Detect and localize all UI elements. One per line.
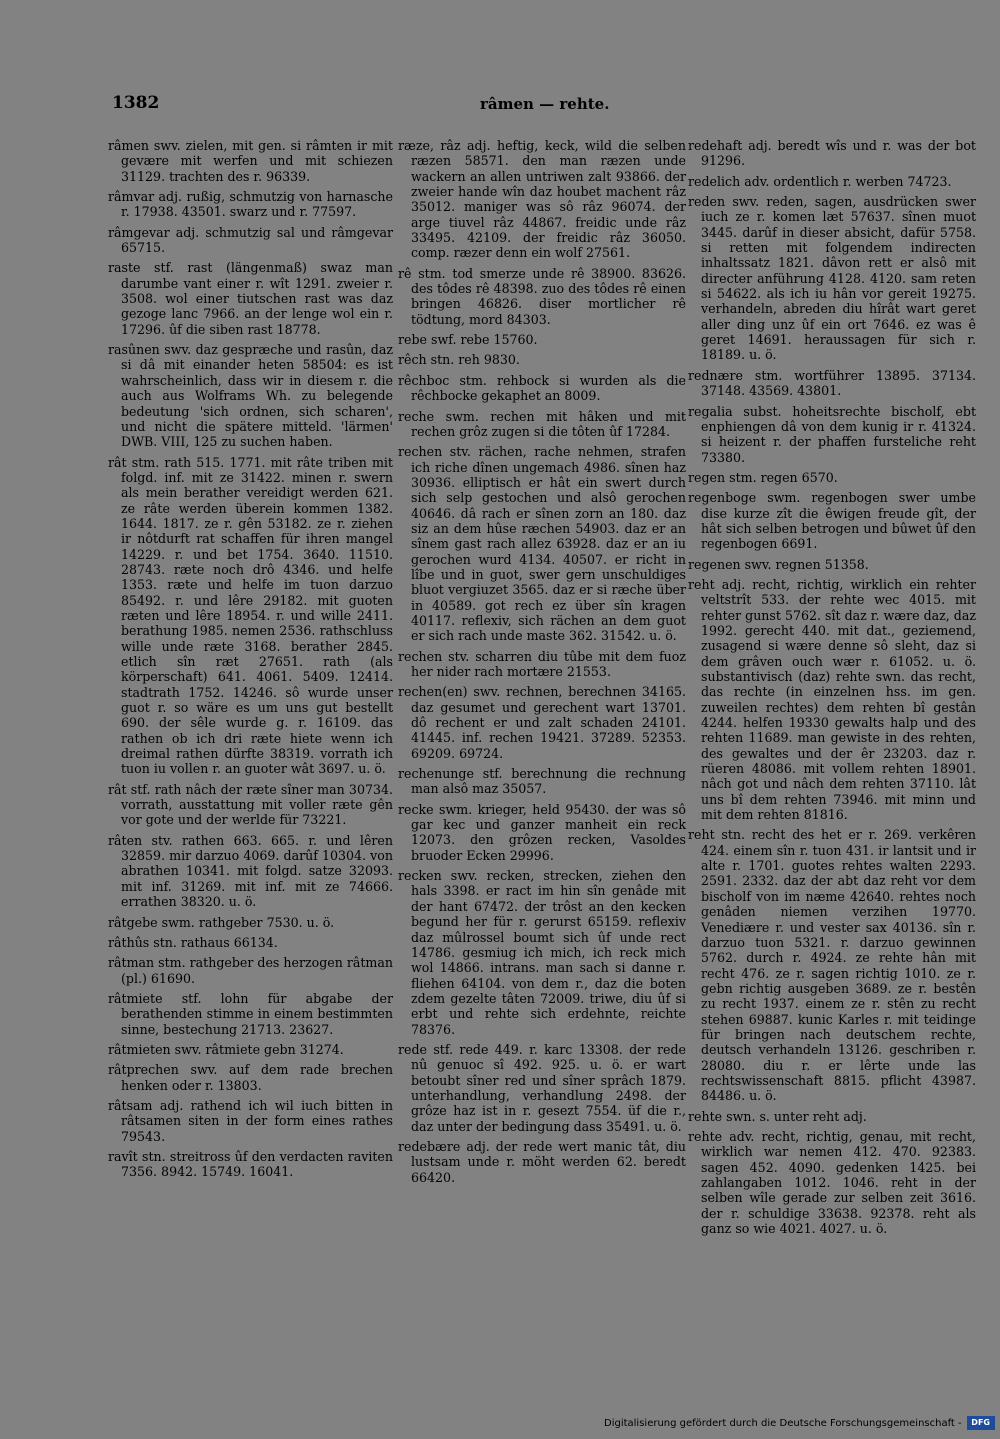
- dictionary-entry: rêch stn. reh 9830.: [398, 352, 520, 368]
- dictionary-entry: rêchboc stm. rehbock si wurden als die rêchbocke gekaphet an 8009.: [398, 372, 686, 404]
- dictionary-entry: reht stn. recht des het er r. 269. verkêren 424. einem sîn r. tuon 431. ir lantsit und ir alte r. 1701. guotes rehtes walten 2293. 2591. 2332. daz der abt daz reht vor dem bischolf von im næme 42640. rehtes noch genâden niemen verzihen 19770. Venediære r. und vester sax 40136. sîn r. darzuo tuon 5321. r. darzuo gewinnen 5762. durch r. 4924. ze rehte hân mit recht 476. ze r. sagen richtig 1010. ze r. gebn richtig ausgeben 3689. ze r. bestên zu recht 1937. einem ze r. stên zu recht stehen 69887. kunic Karles r. mit teidinge für bringen nach deutschem rechte, deutsch verhandeln 13126. geschriben r. 28080. diu r. er lêrte unde las rechtswissenschaft 8815. pflicht 43987. 84486. u. ö.: [688, 827, 976, 1104]
- dictionary-entry: rechen stv. rächen, rache nehmen, strafen ich riche dînen ungemach 4986. sînen haz 30936. elliptisch er hât ein swert durch sich selp gestochen und alsô gerochen 40646. dâ rach er sînen zorn an 180. daz siz an dem hûse ræchen 54903. daz er an sînem gast rach allez 63928. daz er an iu gerochen wurd 4134. 40507. er richt in lîbe und in guot, swer gern unschuldiges bluot vergiuzet 3565. daz er si ræche über in 40589. got rech ez über sîn kragen 40117. reflexiv, sich rächen an dem guot er sich rach unde maste 362. 31542. u. ö.: [398, 444, 686, 644]
- dictionary-entry: râtmiete stf. lohn für abgabe der berathenden stimme in einem bestimmten sinne, bestechung 21713. 23627.: [108, 990, 393, 1037]
- dictionary-entry: rechen stv. scharren diu tûbe mit dem fuoz her nider rach mortære 21553.: [398, 648, 686, 679]
- dictionary-entry: ræze, râz adj. heftig, keck, wild die selben ræzen 58571. den man ræzen unde wackern an allen untriwen zalt 93866. der zweier hande wîn daz houbet machent râz 35012. maniger was sô râz 96074. der arge tiuvel râz 44867. freidic unde râz 33495. 42109. der freidic râz 36050. comp. ræzer denn ein wolf 27561.: [398, 138, 686, 261]
- running-head: râmen — rehte.: [480, 95, 610, 113]
- dictionary-entry: rechen(en) swv. rechnen, berechnen 34165. daz gesumet und gerechent wart 13701. dô rechent er und zalt schaden 24101. 41445. inf. rechen 19421. 37289. 52353. 69209. 69724.: [398, 684, 686, 761]
- dictionary-entry: râtsam adj. rathend ich wil iuch bitten in râtsamen siten in der form eines rathes 79543.: [108, 1097, 393, 1144]
- dictionary-entry: recken swv. recken, strecken, ziehen den hals 3398. er ract im hin sîn genâde mit der hant 67472. der trôst an den kecken begund her für r. gerurst 65159. reflexiv daz mûlrossel boumt sich ûf unde rect 14786. gesmiug ich mich, ich reck mich wol 14866. intrans. man sach si danne r. fliehen 64104. von dem r., daz die boten zdem gezelte tâten 72009. triwe, diu ûf si erbt und rehte sich erdehnte, reichte 78376.: [398, 868, 686, 1037]
- dictionary-entry: reche swm. rechen mit hâken und mit rechen grôz zugen si die tôten ûf 17284.: [398, 408, 686, 439]
- dictionary-entry: regenboge swm. regenbogen swer umbe dise kurze zît die êwigen freude gît, der hât sich selben betrogen und bûwet ûf den regenbogen 6691.: [688, 490, 976, 552]
- dictionary-entry: recke swm. krieger, held 95430. der was sô gar kec und ganzer manheit ein reck 12073. den grôzen recken, Vasoldes bruoder Ecken 29996.: [398, 801, 686, 863]
- dictionary-entry: râtprechen swv. auf dem rade brechen henken oder r. 13803.: [108, 1062, 393, 1093]
- dictionary-entry: reden swv. reden, sagen, ausdrücken swer iuch ze r. komen læt 57637. sînen muot 3445. darûf in dieser absicht, dafür 5758. si retten mit folgendem indirecten inhaltssatz 1821. dâvon rett er alsô mit directer anführung 4128. 4120. sam reten si 54622. als ich iu hân vor gereit 19275. verhandeln, abreden diu hîrât wart geret aller ding unz ûf ein ort 7646. ez was ê geret 14691. heraussagen für sich r. 18189. u. ö.: [688, 194, 976, 363]
- dictionary-entry: râmgevar adj. schmutzig sal und râmgevar 65715.: [108, 224, 393, 256]
- dictionary-entry: râten stv. rathen 663. 665. r. und lêren 32859. mir darzuo 4069. darûf 10304. von abrathen 10341. mit folgd. satze 32093. mit inf. 31269. mit inf. mit ze 74666. errathen 38320. u. ö.: [108, 832, 393, 910]
- dictionary-entry: rednære stm. wortführer 13895. 37134. 37148. 43569. 43801.: [688, 367, 976, 399]
- dictionary-entry: rât stm. rath 515. 1771. mit râte triben mit folgd. inf. mit ze 31422. minen r. swern als mein berather vereidigt werden 621. ze râte werden überein kommen 1382. 1644. 1817. ze r. gên 53182. ze r. ziehen ir nôtdurft rat schaffen für ihren mangel 14229. r. und bet 1754. 3640. 11510. 28743. ræte noch drô 4346. und helfe 1353. ræte und helfe im tuon darzuo 85492. r. und lêre 29182. mit guoten ræten und lêre 18954. r. und wille 2411. berathung 1985. nemen 2536. rathschluss wille unde ræte 3168. berather 2845. etlich sîn ræt 27651. rath (als körperschaft) 641. 4061. 5409. 12414. stadtrath 1752. 14246. sô wurde unser guot r. so wäre es um uns gut bestellt 690. der sêle wurde g. r. 16109. das rathen ob ich dri ræte hiete wenn ich dreimal rathen dürfte 38319. vorrath ich tuon iu vollen r. an guoter wât 3697. u. ö.: [108, 454, 393, 777]
- dictionary-entry: regenen swv. regnen 51358.: [688, 556, 869, 572]
- dictionary-entry: rehte adv. recht, richtig, genau, mit recht, wirklich war nemen 412. 470. 92383. sagen 452. 4090. gedenken 1425. bei zahlangaben 1012. 1046. reht in der selben wîle gerade zur selben zeit 3616. der r. schuldige 33638. 92378. reht als ganz so wie 4021. 4027. u. ö.: [688, 1128, 976, 1237]
- dictionary-entry: rechenunge stf. berechnung die rechnung man alsô maz 35057.: [398, 766, 686, 797]
- dictionary-entry: redehaft adj. beredt wîs und r. was der bot 91296.: [688, 138, 976, 169]
- dictionary-entry: râtmieten swv. râtmiete gebn 31274.: [108, 1041, 344, 1057]
- funding-note: Digitalisierung gefördert durch die Deutsche Forschungsgemeinschaft -: [604, 1417, 962, 1429]
- dictionary-entry: redelich adv. ordentlich r. werben 74723.: [688, 173, 952, 189]
- dictionary-entry: rasûnen swv. daz gespræche und rasûn, daz si dâ mit einander heten 58504: es ist wahrscheinlich, dass wir in diesem r. die auch aus Wolframs Wh. zu belegende bedeutung 'sich ordnen, sich scharen', und nicht die spätere mitteld. 'lärmen' DWB. VIII, 125 zu suchen haben.: [108, 342, 393, 450]
- column-left: [108, 138, 393, 1185]
- dictionary-entry: regen stm. regen 6570.: [688, 469, 838, 485]
- page-number: 1382: [112, 93, 160, 113]
- dfg-logo: DFG: [967, 1416, 995, 1430]
- column-right: [688, 138, 976, 1241]
- dictionary-entry: regalia subst. hoheitsrechte bischolf, ebt enphiengen dâ von dem kunig ir r. 41324. si heizent r. der phaffen fursteliche reht 73380.: [688, 403, 976, 465]
- dictionary-entry: râtman stm. rathgeber des herzogen râtman (pl.) 61690.: [108, 955, 393, 986]
- dictionary-entry: rê stm. tod smerze unde rê 38900. 83626. des tôdes rê 48398. zuo des tôdes rê einen bringen 46826. diser mortlicher rê tödtung, mord 84303.: [398, 265, 686, 327]
- dictionary-entry: reht adj. recht, richtig, wirklich ein rehter veltstrît 533. der rehte wec 4015. mit rehter gunst 5762. sît daz r. wære daz, daz 1992. gerecht 440. mit dat., geziemend, zusagend si wære denne sô sleht, daz si dem grâven ouch wær r. 61052. u. ö. substantivisch (daz) rehte swn. das recht, das rechte (in einzelnen hss. im gen. zuweilen rechtes) dem rehten bî gestân 4244. helfen 19330 gewalts halp und des rehten 11689. man gewiste in des rehten, des gewaltes und der êr 23203. daz r. rüeren 48086. mit vollem rehten 18901. nâch got und nâch dem rehten 37110. lât uns bî dem rehten 73946. mit minn und mit dem rehten 81816.: [688, 576, 976, 823]
- dictionary-entry: rebe swf. rebe 15760.: [398, 332, 538, 348]
- dictionary-entry: rât stf. rath nâch der ræte sîner man 30734. vorrath, ausstattung mit voller ræte gên vor gote und der werlde für 73221.: [108, 781, 393, 828]
- dictionary-entry: râmvar adj. rußig, schmutzig von harnasche r. 17938. 43501. swarz und r. 77597.: [108, 189, 393, 220]
- dictionary-entry: râthûs stn. rathaus 66134.: [108, 934, 278, 950]
- dictionary-entry: ravît stn. streitross ûf den verdacten raviten 7356. 8942. 15749. 16041.: [108, 1148, 393, 1180]
- column-middle: [398, 138, 686, 1190]
- dictionary-entry: râtgebe swm. rathgeber 7530. u. ö.: [108, 914, 335, 930]
- footer: [604, 1416, 995, 1430]
- dictionary-entry: rede stf. rede 449. r. karc 13308. der rede nû genuoc sî 492. 925. u. ö. er wart betoubt sîner red und sîner sprâch 1879. unterhandlung, verhandlung 2498. der grôze haz ist in r. gesezt 7554. üf die r., daz unter der bedingung dass 35491. u. ö.: [398, 1041, 686, 1134]
- dictionary-entry: raste stf. rast (längenmaß) swaz man darumbe vant einer r. wît 1291. zweier r. 3508. wol einer tiutschen rast was daz gezoge lanc 7966. an der lenge wol ein r. 17296. ûf die siben rast 18778.: [108, 260, 393, 337]
- dictionary-entry: redebære adj. der rede wert manic tât, diu lustsam unde r. möht werden 62. beredt 66420.: [398, 1138, 686, 1185]
- dictionary-entry: rehte swn. s. unter reht adj.: [688, 1108, 867, 1124]
- dictionary-entry: râmen swv. zielen, mit gen. si râmten ir mit gevære mit werfen und mit schiezen 31129. trachten des r. 96339.: [108, 138, 393, 184]
